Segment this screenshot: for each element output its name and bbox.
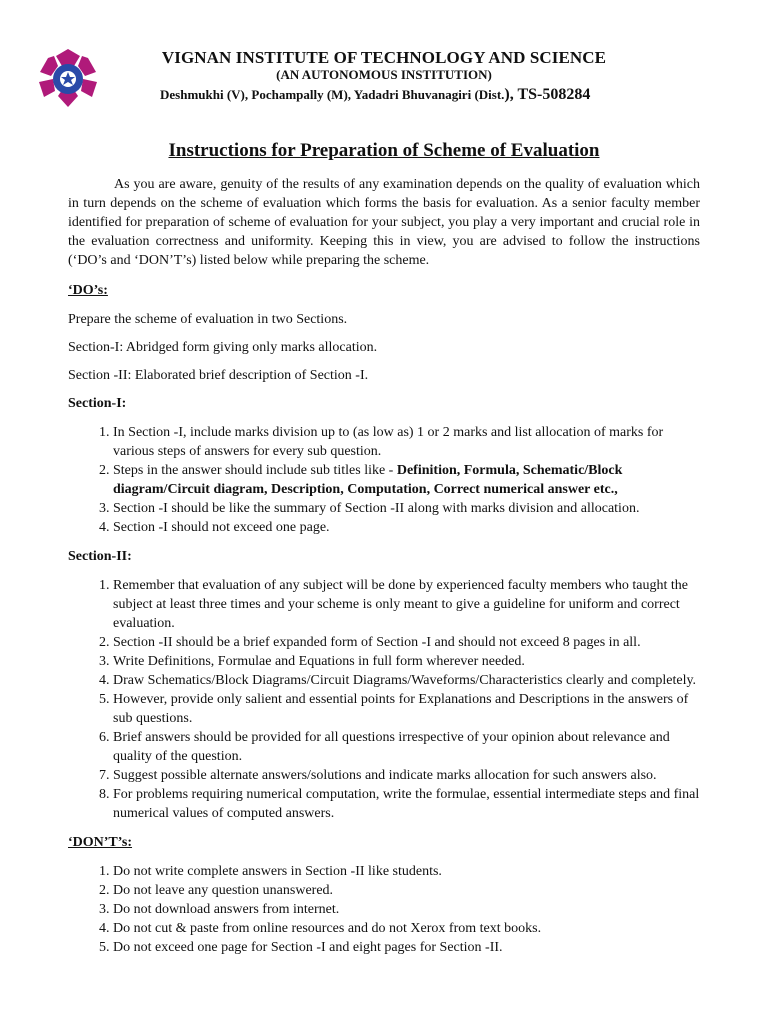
list-item: 5. Do not exceed one page for Section -I and eight pages for Section -II. <box>113 938 700 957</box>
section1-list <box>68 423 700 537</box>
list-item: 1. Do not write complete answers in Section -II like students. <box>113 862 700 881</box>
list-item: 6. Brief answers should be provided for all questions irrespective of your opinion about relevance and quality of the question. <box>113 728 700 766</box>
list-item: 7. Suggest possible alternate answers/solutions and indicate marks allocation for such answers also. <box>113 766 700 785</box>
list-item: 2. Do not leave any question unanswered. <box>113 881 700 900</box>
institute-subtitle: (AN AUTONOMOUS INSTITUTION) <box>276 67 492 82</box>
dos-line: Section -II: Elaborated brief description of Section -I. <box>68 368 369 383</box>
institute-name: VIGNAN INSTITUTE OF TECHNOLOGY AND SCIENCE <box>161 48 607 67</box>
list-item: 5. However, provide only salient and essential points for Explanations and Descriptions in the answers of sub questions. <box>113 690 700 728</box>
list-item: 1. In Section -I, include marks division up to (as low as) 1 or 2 marks and list allocation of marks for various steps of answers for every sub question. <box>113 423 700 461</box>
list-item: 1. Remember that evaluation of any subject will be done by experienced faculty members who taught the subject at least three times and your scheme is only meant to give a guideline for uniform and correct evaluation. <box>113 576 700 633</box>
list-item: 3. Write Definitions, Formulae and Equations in full form wherever needed. <box>113 652 700 671</box>
section2-heading: Section-II: <box>68 549 132 564</box>
list-item: 4. Do not cut & paste from online resources and do not Xerox from text books. <box>113 919 700 938</box>
intro-paragraph: As you are aware, genuity of the results of any examination depends on the quality of evaluation which in turn depends on the scheme of evaluation which forms the basis for evaluation. As a senior faculty member identified for preparation of scheme of evaluation for your subject, you play a very important and crucial role in the evaluation correctness and uniformity. Keeping this in view, you are advised to follow the instructions (‘DO’s and ‘DON’T’s) listed below while preparing the scheme. <box>68 177 700 268</box>
list-item: 3. Section -I should be like the summary of Section -II along with marks division and allocation. <box>113 499 700 518</box>
institute-address <box>160 86 590 104</box>
item-text: Steps in the answer should include sub titles like - <box>113 463 397 478</box>
address-main: Deshmukhi (V), Pochampally (M), Yadadri Bhuvanagiri (Dist. <box>160 87 505 102</box>
list-item: 3. Do not download answers from internet. <box>113 900 700 919</box>
list-item: 4. Section -I should not exceed one page. <box>113 518 700 537</box>
section1-heading: Section-I: <box>68 396 127 411</box>
donts-heading: ‘DON’T’s: <box>68 835 133 850</box>
dos-line: Prepare the scheme of evaluation in two Sections. <box>68 312 348 327</box>
section2-list <box>68 576 700 823</box>
list-item: 8. For problems requiring numerical computation, write the formulae, essential intermediate steps and final numerical values of computed answers. <box>113 785 700 823</box>
list-item <box>113 461 700 499</box>
item-bold-text: Definition, Formula, Schematic/Block diagram/Circuit diagram, Description, Computation, Correct numerical answer etc., <box>113 463 623 497</box>
document-body <box>68 175 700 957</box>
address-pin: ), TS-508284 <box>504 86 591 103</box>
list-item: 4. Draw Schematics/Block Diagrams/Circuit Diagrams/Waveforms/Characteristics clearly and completely. <box>113 671 700 690</box>
dos-heading: ‘DO’s: <box>68 283 108 298</box>
dos-line: Section-I: Abridged form giving only marks allocation. <box>68 340 378 355</box>
page-title: Instructions for Preparation of Scheme of Evaluation <box>168 140 600 161</box>
list-item: 2. Section -II should be a brief expanded form of Section -I and should not exceed 8 pages in all. <box>113 633 700 652</box>
letterhead <box>0 0 768 120</box>
donts-list <box>68 862 700 957</box>
